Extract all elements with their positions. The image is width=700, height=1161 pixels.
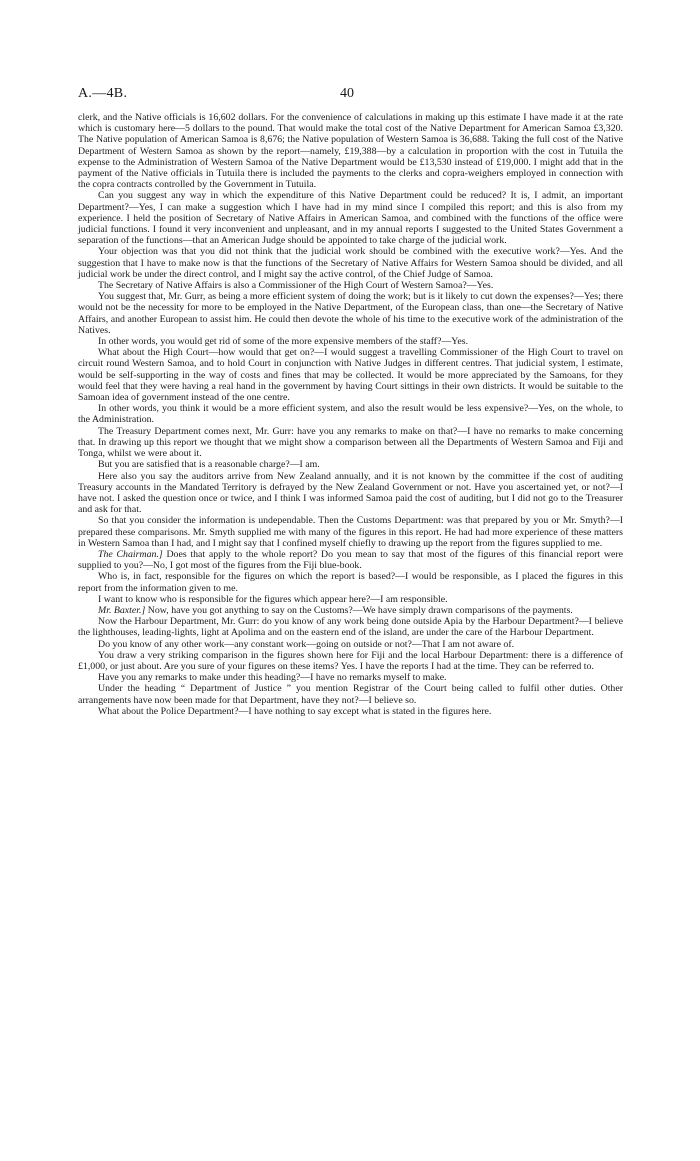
paragraph-text: What about the High Court—how would that get on?—I would suggest a travelling Commissioner of the High Court to travel on circuit round Western Samoa, and to hold Court in conjunction with Native Judges in different centres. That judicial system, I estimate, would be self-supporting in the way of costs and fines that may be collected. It would be more appreciated by the Samoans, for they would feel that they were having a real hand in the government by having Court sittings in their own districts. It would be suitable to the Samoan idea of government instead of the one centre. [78, 347, 623, 404]
paragraph-text: You suggest that, Mr. Gurr, as being a more efficient system of doing the work; but is it likely to cut down the expenses?—Yes; there would not be the necessity for more to be employed in the Native Department, of the European class, than one—the Secretary of Native Affairs, and another European to assist him. He could then devote the whole of his time to the executive work of the administration of the Natives. [78, 291, 623, 336]
paragraph [78, 571, 623, 593]
paragraph-text: The Treasury Department comes next, Mr. Gurr: have you any remarks to make on that?—I have no remarks to make concerning that. In drawing up this report we thought that we might show a comparison between all the Departments of Western Samoa and Fiji and Tonga, whilst we were about it. [78, 425, 623, 460]
paragraph-text: But you are satisfied that is a reasonable charge?—I am. [98, 459, 320, 471]
paragraph [78, 280, 623, 291]
paragraph [78, 706, 623, 717]
paragraph [78, 190, 623, 246]
paragraph-text: Does that apply to the whole report? Do you mean to say that most of the figures of this financial report were supplied to you?—No, I got most of the figures from the Fiji blue-book. [78, 548, 623, 572]
paragraph-text: In other words, you would get rid of some of the more expensive members of the staff?—Yes. [98, 336, 469, 348]
paragraph [78, 246, 623, 280]
paragraph-text: So that you consider the information is undependable. Then the Customs Department: was that prepared by you or Mr. Smyth?—I prepared these comparisons. Mr. Smyth supplied me with many of the figures in this report. He had had more experience of these matters in Western Samoa than I had, and I might say that I confined myself chiefly to drawing up the report from the figures supplied to me. [78, 515, 623, 549]
paragraph-text: You draw a very striking comparison in the figures shown here for Fiji and the local Harbour Department: there is a difference of £1,000, or just about. Are you sure of your figures on these items? Yes. I have the reports I had at the time. They can be referred to. [78, 649, 623, 672]
speaker-label: Mr. Baxter.] [98, 604, 146, 616]
paragraph-text: Have you any remarks to make under this heading?—I have no remarks myself to make. [98, 672, 447, 684]
document-reference: A.—4B. [78, 86, 128, 101]
paragraph [78, 291, 623, 336]
paragraph [78, 683, 623, 705]
paragraph [78, 426, 623, 460]
paragraph-text: Can you suggest any way in which the expenditure of this Native Department could be reduced? It is, I admit, an important Department?—Yes, I can make a suggestion which I have had in my mind since I compiled this report; and this is also from my experience. I held the position of Secretary of Native Affairs in American Samoa, and combined with the functions of the office were judicial functions. I found it very inconvenient and unpleasant, and in my annual reports I suggested to the United States Government a separation of the functions—that an American Judge should be appointed to take charge of the judicial work. [78, 190, 623, 247]
paragraph [78, 112, 623, 190]
paragraph [78, 515, 623, 549]
paragraph [78, 639, 623, 650]
paragraph-text: Here also you say the auditors arrive from New Zealand annually, and it is not known by the committee if the cost of auditing Treasury accounts in the Mandated Territory is defrayed by the New Zealand Government or not. Have you ascertained yet, or not?—I have not. I asked the question once or twice, and I think I was informed Samoa paid the cost of auditing, but I did not go to the Treasurer and ask for that. [78, 470, 623, 516]
paragraph [78, 605, 623, 616]
paragraph-text: Now the Harbour Department, Mr. Gurr: do you know of any work being done outside Apia by the Harbour Department?—I believe the lighthouses, leading-lights, light at Apolima and on the eastern end of the island, are under the care of the Harbour Department. [78, 616, 623, 639]
paragraph-text: In other words, you think it would be a more efficient system, and also the result would be less expensive?—Yes, on the whole, to the Administration. [78, 403, 623, 426]
paragraph [78, 471, 623, 516]
paragraph [78, 616, 623, 638]
paragraph-text: The Secretary of Native Affairs is also a Commissioner of the High Court of Western Samoa?—Yes. [98, 280, 494, 292]
paragraph [78, 594, 623, 605]
paragraph-text: Do you know of any other work—any constant work—going on outside or not?—That I am not aware of. [98, 638, 515, 650]
paragraph-text: clerk, and the Native officials is 16,602 dollars. For the convenience of calculations in making up this estimate I have made it at the rate which is customary here—5 dollars to the pound. That would make the total cost of the Native Department for American Samoa £3,320. The Native population of American Samoa is 8,676; the Native population of Western Samoa is 36,688. Taking the full cost of the Native Department of Western Samoa as shown by the report—namely, £19,388—by a calculation in proportion with the cost in Tutuila the expense to the Administration of Western Samoa of the Native Department would be £13,530 instead of £19,000. I might add that in the payment of the Native officials in Tutuila there is included the payments to the clerks and copra-weighers employed in connection with the copra contracts controlled by the Government in Tutuila. [78, 112, 623, 191]
page-number: 40 [340, 86, 354, 101]
paragraph [78, 549, 623, 571]
paragraph-text: Your objection was that you did not think that the judicial work should be combined with the executive work?—Yes. And the suggestion that I have to make now is that the functions of the Secretary of Native Affairs for Western Samoa should be divided, and all judicial work be under the direct control, and I might say the active control, of the Chief Judge of Samoa. [78, 246, 623, 280]
paragraph-text: Now, have you got anything to say on the Customs?—We have simply drawn comparisons of the payments. [145, 604, 573, 616]
paragraph [78, 672, 623, 683]
paragraph [78, 347, 623, 403]
paragraph [78, 459, 623, 470]
paragraph-text: Who is, in fact, responsible for the figures on which the report is based?—I would be responsible, as I placed the figures in this report from the information given to me. [78, 571, 623, 594]
paragraph-text: Under the heading “ Department of Justice ” you mention Registrar of the Court being called to fulfil other duties. Other arrangements have now been made for that Department, have they not?—I believe so. [78, 683, 623, 706]
paragraph-text: I want to know who is responsible for the figures which appear here?—I am responsible. [98, 593, 448, 605]
paragraph-text: What about the Police Department?—I have nothing to say except what is stated in the figures here. [98, 705, 492, 717]
paragraph [78, 336, 623, 347]
body-text [78, 112, 623, 717]
paragraph [78, 650, 623, 672]
page-header [78, 86, 623, 104]
speaker-label: The Chairman.] [98, 548, 163, 560]
paragraph [78, 403, 623, 425]
